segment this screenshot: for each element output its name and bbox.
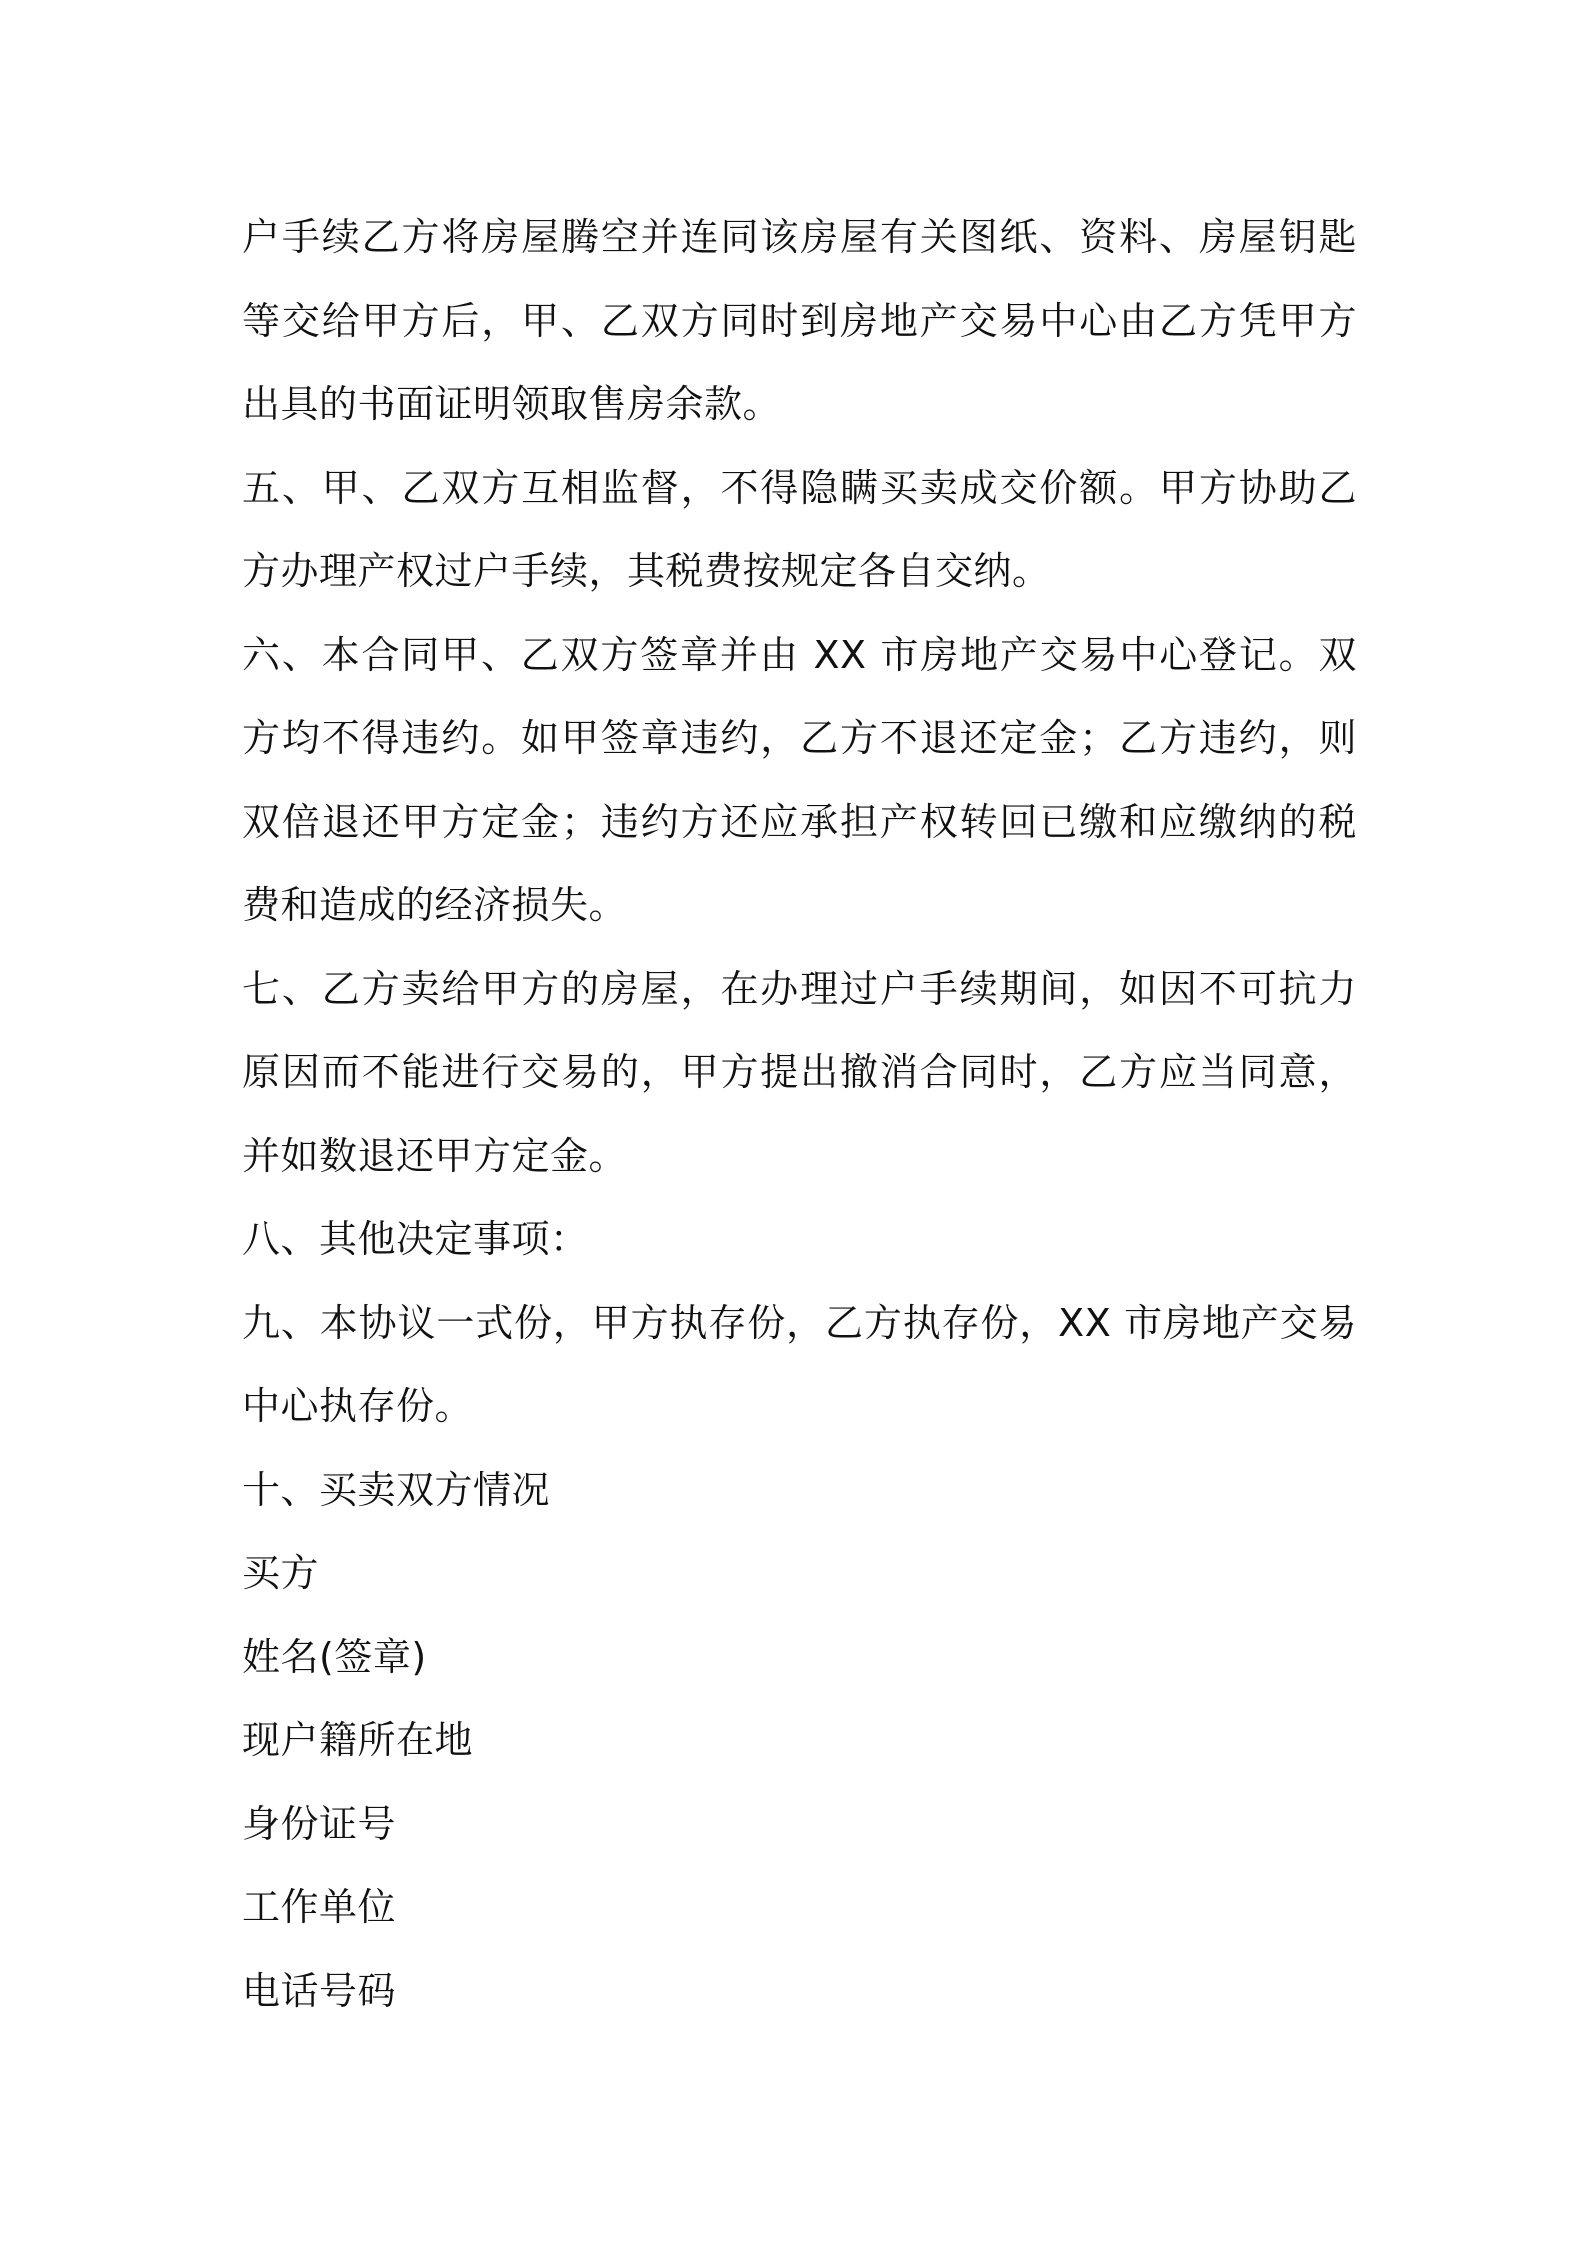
paragraph-clause-6: 六、本合同甲、乙双方签章并由 XX 市房地产交易中心登记。双方均不得违约。如甲签章违约，乙方不退还定金；乙方违约，则双倍退还甲方定金；违约方还应承担产权转回已缴和应缴纳的税费和造成的经济损失。 — [242, 632, 1357, 927]
paragraph-clause-5: 五、甲、乙双方互相监督，不得隐瞒买卖成交价额。甲方协助乙方办理产权过户手续，其税费按规定各自交纳。 — [242, 465, 1357, 593]
document-body — [242, 196, 1357, 2033]
paragraph-clause-8: 八、其他决定事项： — [242, 1217, 589, 1261]
paragraph-clause-7: 七、乙方卖给甲方的房屋，在办理过户手续期间，如因不可抗力原因而不能进行交易的，甲方提出撤消合同时，乙方应当同意，并如数退还甲方定金。 — [242, 966, 1357, 1178]
buyer-name-signature-field: 姓名(签章) — [242, 1634, 427, 1679]
buyer-phone-field: 电话号码 — [242, 1968, 397, 2013]
paragraph-clause-4-continued: 户手续乙方将房屋腾空并连同该房屋有关图纸、资料、房屋钥匙等交给甲方后，甲、乙双方同时到房地产交易中心由乙方凭甲方出具的书面证明领取售房余款。 — [242, 215, 1357, 426]
paragraph-clause-10: 十、买卖双方情况 — [242, 1467, 551, 1512]
paragraph-clause-9: 九、本协议一式份，甲方执存份，乙方执存份，XX 市房地产交易中心执存份。 — [242, 1300, 1357, 1428]
buyer-household-registration-field: 现户籍所在地 — [242, 1718, 474, 1762]
buyer-employer-field: 工作单位 — [242, 1885, 397, 1929]
buyer-id-number-field: 身份证号 — [242, 1801, 397, 1846]
buyer-heading: 买方 — [242, 1551, 320, 1595]
